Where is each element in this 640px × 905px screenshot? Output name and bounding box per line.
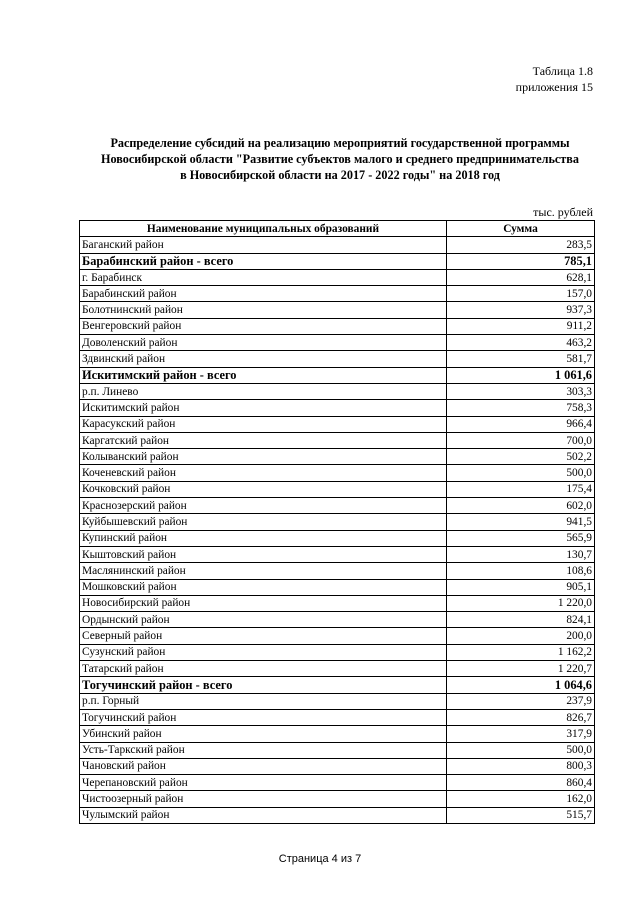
subsidy-amount: 911,2 xyxy=(447,318,595,334)
municipality-name: Тогучинский район - всего xyxy=(80,677,447,693)
subsidy-amount: 800,3 xyxy=(447,758,595,774)
municipality-name: Барабинский район xyxy=(80,286,447,302)
municipality-name: Убинский район xyxy=(80,726,447,742)
municipality-name: Карасукский район xyxy=(80,416,447,432)
subsidy-amount: 860,4 xyxy=(447,775,595,791)
table-row xyxy=(80,726,595,742)
column-header-name: Наименование муниципальных образований xyxy=(80,221,447,237)
subsidy-amount: 162,0 xyxy=(447,791,595,807)
municipality-name: Ордынский район xyxy=(80,612,447,628)
municipality-name: Баганский район xyxy=(80,237,447,253)
table-body xyxy=(80,237,595,824)
subsidy-amount: 1 064,6 xyxy=(447,677,595,693)
municipality-name: р.п. Горный xyxy=(80,693,447,709)
table-row xyxy=(80,302,595,318)
municipality-name: Кыштовский район xyxy=(80,546,447,562)
subsidy-amount: 237,9 xyxy=(447,693,595,709)
table-row xyxy=(80,514,595,530)
subsidy-amount: 200,0 xyxy=(447,628,595,644)
table-row xyxy=(80,563,595,579)
municipality-name: Венгеровский район xyxy=(80,318,447,334)
subsidy-amount: 628,1 xyxy=(447,269,595,285)
subsidy-amount: 500,0 xyxy=(447,742,595,758)
table-row xyxy=(80,791,595,807)
table-row xyxy=(80,318,595,334)
municipality-name: Каргатский район xyxy=(80,432,447,448)
subsidy-amount: 966,4 xyxy=(447,416,595,432)
subsidy-amount: 130,7 xyxy=(447,546,595,562)
subsidy-amount: 785,1 xyxy=(447,253,595,269)
municipality-name: Болотнинский район xyxy=(80,302,447,318)
municipality-name: Купинский район xyxy=(80,530,447,546)
municipality-name: р.п. Линево xyxy=(80,383,447,399)
table-reference xyxy=(516,63,593,95)
subsidy-amount: 826,7 xyxy=(447,709,595,725)
subsidy-amount: 1 162,2 xyxy=(447,644,595,660)
subsidy-amount: 941,5 xyxy=(447,514,595,530)
table-row xyxy=(80,449,595,465)
subsidy-amount: 824,1 xyxy=(447,612,595,628)
municipality-name: Искитимский район - всего xyxy=(80,367,447,383)
table-row xyxy=(80,661,595,677)
table-row xyxy=(80,546,595,562)
title-line-3: в Новосибирской области на 2017 - 2022 годы" на 2018 год xyxy=(180,168,500,182)
table-row xyxy=(80,286,595,302)
subsidy-amount: 317,9 xyxy=(447,726,595,742)
subsidy-amount: 565,9 xyxy=(447,530,595,546)
municipality-name: Маслянинский район xyxy=(80,563,447,579)
table-row xyxy=(80,595,595,611)
column-header-sum: Сумма xyxy=(447,221,595,237)
table-header-row xyxy=(80,221,595,237)
table-row xyxy=(80,709,595,725)
subsidy-amount: 1 220,0 xyxy=(447,595,595,611)
municipality-name: Чановский район xyxy=(80,758,447,774)
subsidy-amount: 283,5 xyxy=(447,237,595,253)
subsidy-amount: 937,3 xyxy=(447,302,595,318)
subsidy-amount: 581,7 xyxy=(447,351,595,367)
page-footer: Страница 4 из 7 xyxy=(278,853,362,865)
table-row xyxy=(80,693,595,709)
table-row xyxy=(80,612,595,628)
table-row xyxy=(80,775,595,791)
title-line-2: Новосибирской области "Развитие субъектов малого и среднего предпринимательства xyxy=(101,152,579,166)
table-row xyxy=(80,269,595,285)
table-row xyxy=(80,432,595,448)
table-row xyxy=(80,416,595,432)
subsidy-amount: 515,7 xyxy=(447,807,595,823)
municipality-name: Северный район xyxy=(80,628,447,644)
table-row xyxy=(80,807,595,823)
subsidy-amount: 758,3 xyxy=(447,400,595,416)
title-line-1: Распределение субсидий на реализацию мероприятий государственной программы xyxy=(110,136,570,150)
table-row xyxy=(80,644,595,660)
municipality-name: Татарский район xyxy=(80,661,447,677)
table-row-total xyxy=(80,253,595,269)
table-row xyxy=(80,498,595,514)
subsidy-table xyxy=(79,220,595,824)
municipality-name: Чистоозерный район xyxy=(80,791,447,807)
subsidy-amount: 157,0 xyxy=(447,286,595,302)
appendix-label: приложения 15 xyxy=(515,80,593,94)
table-row-total xyxy=(80,677,595,693)
subsidy-amount: 905,1 xyxy=(447,579,595,595)
municipality-name: Чулымский район xyxy=(80,807,447,823)
subsidy-amount: 1 220,7 xyxy=(447,661,595,677)
municipality-name: Усть-Таркский район xyxy=(80,742,447,758)
subsidy-amount: 175,4 xyxy=(447,481,595,497)
table-row xyxy=(80,579,595,595)
municipality-name: Мошковский район xyxy=(80,579,447,595)
table-row xyxy=(80,335,595,351)
subsidy-amount: 1 061,6 xyxy=(447,367,595,383)
subsidy-amount: 700,0 xyxy=(447,432,595,448)
table-row xyxy=(80,383,595,399)
table-row-total xyxy=(80,367,595,383)
municipality-name: Тогучинский район xyxy=(80,709,447,725)
municipality-name: Искитимский район xyxy=(80,400,447,416)
subsidy-amount: 463,2 xyxy=(447,335,595,351)
municipality-name: Коченевский район xyxy=(80,465,447,481)
municipality-name: Здвинский район xyxy=(80,351,447,367)
municipality-name: Колыванский район xyxy=(80,449,447,465)
subsidy-amount: 303,3 xyxy=(447,383,595,399)
table-row xyxy=(80,481,595,497)
municipality-name: Сузунский район xyxy=(80,644,447,660)
subsidy-amount: 502,2 xyxy=(447,449,595,465)
table-number: Таблица 1.8 xyxy=(532,64,593,78)
municipality-name: Новосибирский район xyxy=(80,595,447,611)
municipality-name: Краснозерский район xyxy=(80,498,447,514)
municipality-name: Доволенский район xyxy=(80,335,447,351)
table-row xyxy=(80,237,595,253)
table-row xyxy=(80,351,595,367)
municipality-name: Куйбышевский район xyxy=(80,514,447,530)
units-label: тыс. рублей xyxy=(533,205,593,219)
subsidy-amount: 500,0 xyxy=(447,465,595,481)
table-row xyxy=(80,742,595,758)
table-row xyxy=(80,758,595,774)
municipality-name: Кочковский район xyxy=(80,481,447,497)
municipality-name: Черепановский район xyxy=(80,775,447,791)
table-row xyxy=(80,628,595,644)
document-title xyxy=(60,135,620,183)
table-row xyxy=(80,400,595,416)
municipality-name: г. Барабинск xyxy=(80,269,447,285)
subsidy-amount: 108,6 xyxy=(447,563,595,579)
subsidy-amount: 602,0 xyxy=(447,498,595,514)
table-row xyxy=(80,465,595,481)
table-row xyxy=(80,530,595,546)
municipality-name: Барабинский район - всего xyxy=(80,253,447,269)
